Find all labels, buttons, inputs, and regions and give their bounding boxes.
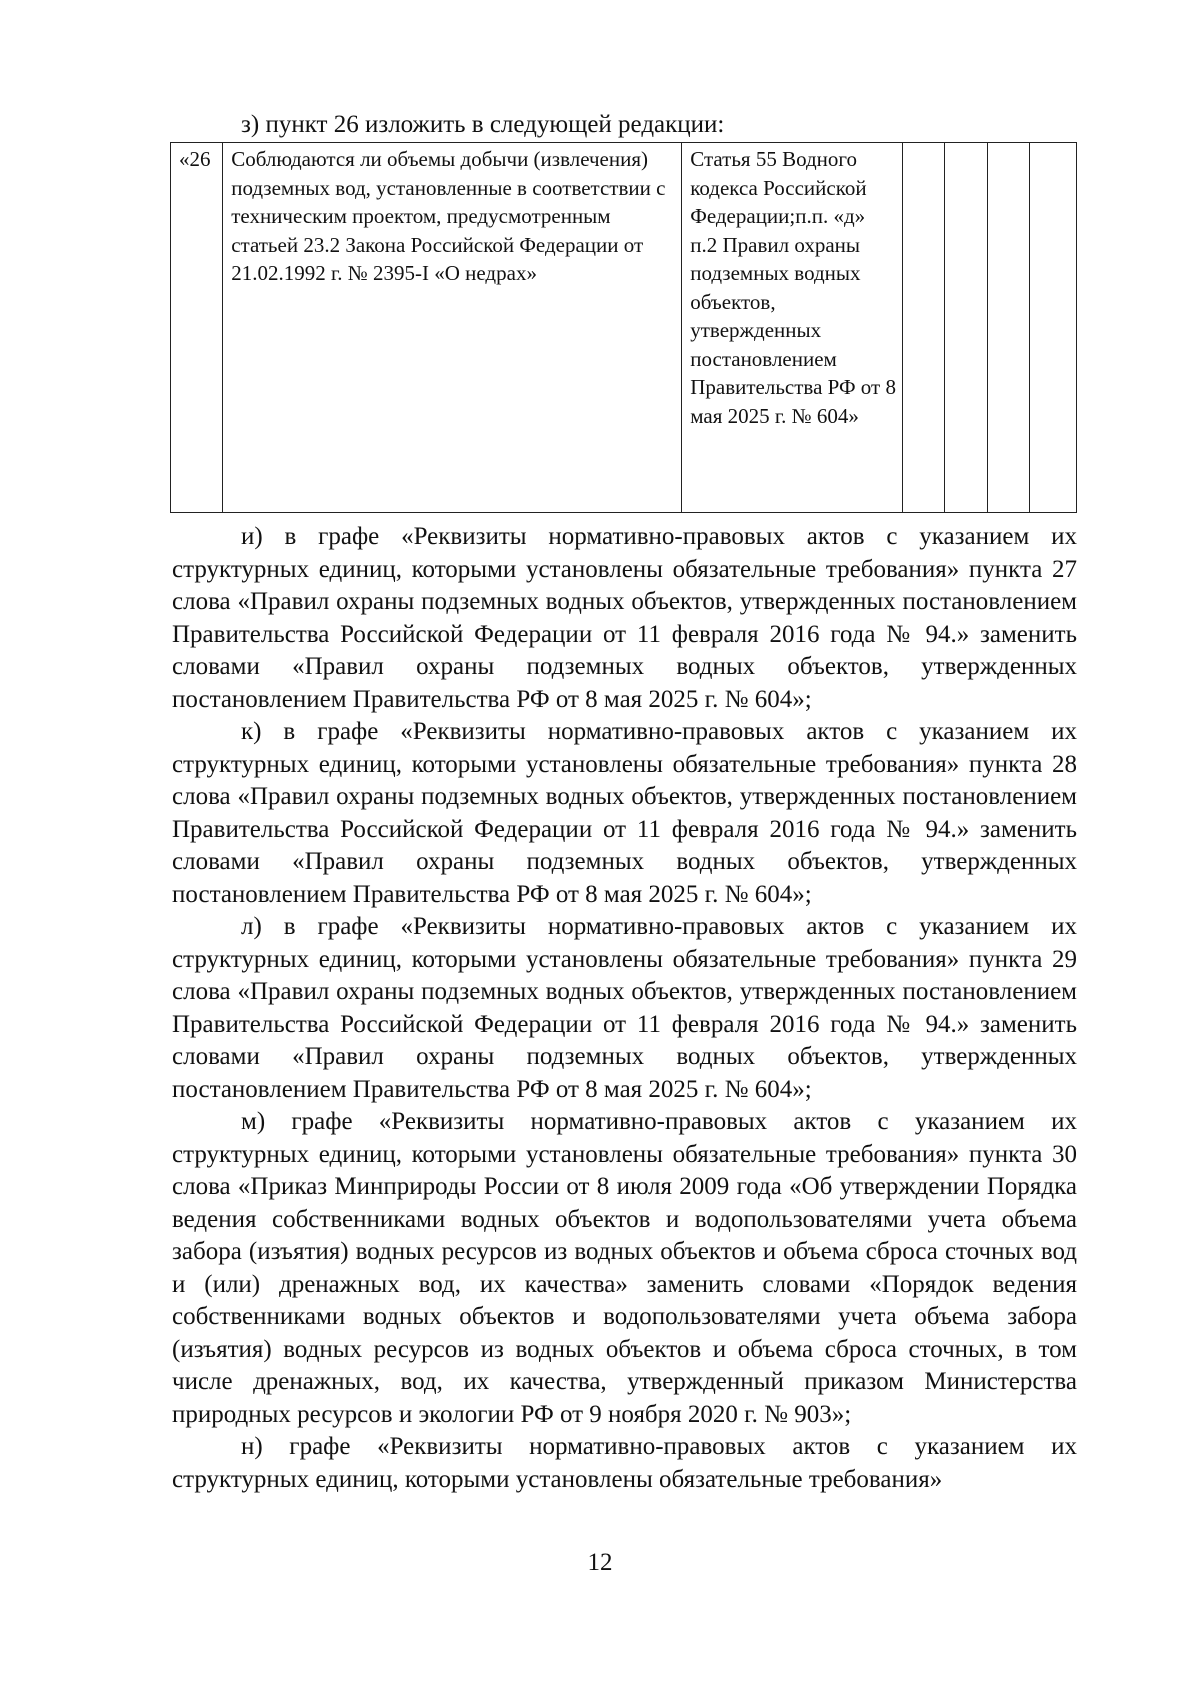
empty-answer-cell-4 <box>1029 143 1076 513</box>
amendment-table <box>170 142 1077 513</box>
page-number: 12 <box>587 1549 613 1576</box>
legal-reference-cell: Статья 55 Водного кодекса Российской Федерации;п.п. «д» п.2 Правил охраны подземных водных объектов, утвержденных постановлением Правительства РФ от 8 мая 2025 г. № 604» <box>682 143 903 513</box>
empty-answer-cell-1 <box>903 143 945 513</box>
paragraph-l: л) в графе «Реквизиты нормативно-правовых актов с указанием их структурных единиц, которыми установлены обязательные требования» пункта 29 слова «Правил охраны подземных водных объектов, утвержденных постановлением Правительства Российской Федерации от 11 февраля 2016 года № 94.» заменить словами «Правил охраны подземных водных объектов, утвержденных постановлением Правительства РФ от 8 мая 2025 г. № 604»; <box>172 913 1077 1103</box>
paragraph-n: н) графе «Реквизиты нормативно-правовых актов с указанием их структурных единиц, которыми установлены обязательные требования» <box>172 1433 1077 1493</box>
item-number-cell: «26 <box>171 143 223 513</box>
intro-line: з) пункт 26 изложить в следующей редакции: <box>241 111 725 138</box>
empty-answer-cell-2 <box>945 143 987 513</box>
paragraph-m: м) графе «Реквизиты нормативно-правовых актов с указанием их структурных единиц, которыми установлены обязательные требования» пункта 30 слова «Приказ Минприроды России от 8 июля 2009 года «Об утверждении Порядка ведения собственниками водных объектов и водопользователями учета объема забора (изъятия) водных ресурсов из водных объектов и объема сброса сточных вод и (или) дренажных вод, их качества» заменить словами «Порядок ведения собственниками водных объектов и водопользователями учета объема забора (изъятия) водных ресурсов из водных объектов и объема сброса сточных, в том числе дренажных, вод, их качества, утвержденный приказом Министерства природных ресурсов и экологии РФ от 9 ноября 2020 г. № 903»; <box>172 1108 1077 1428</box>
empty-answer-cell-3 <box>987 143 1029 513</box>
paragraph-k: к) в графе «Реквизиты нормативно-правовых актов с указанием их структурных единиц, которыми установлены обязательные требования» пункта 28 слова «Правил охраны подземных водных объектов, утвержденных постановлением Правительства Российской Федерации от 11 февраля 2016 года № 94.» заменить словами «Правил охраны подземных водных объектов, утвержденных постановлением Правительства РФ от 8 мая 2025 г. № 604»; <box>172 718 1077 908</box>
amendment-paragraphs <box>172 521 1077 1496</box>
paragraph-i: и) в графе «Реквизиты нормативно-правовых актов с указанием их структурных единиц, которыми установлены обязательные требования» пункта 27 слова «Правил охраны подземных водных объектов, утвержденных постановлением Правительства Российской Федерации от 11 февраля 2016 года № 94.» заменить словами «Правил охраны подземных водных объектов, утвержденных постановлением Правительства РФ от 8 мая 2025 г. № 604»; <box>172 523 1077 713</box>
requirement-question-cell: Соблюдаются ли объемы добычи (извлечения) подземных вод, установленные в соответствии с техническим проектом, предусмотренным статьей 23.2 Закона Российской Федерации от 21.02.1992 г. № 2395-I «О недрах» <box>223 143 682 513</box>
table-row <box>171 143 1077 513</box>
